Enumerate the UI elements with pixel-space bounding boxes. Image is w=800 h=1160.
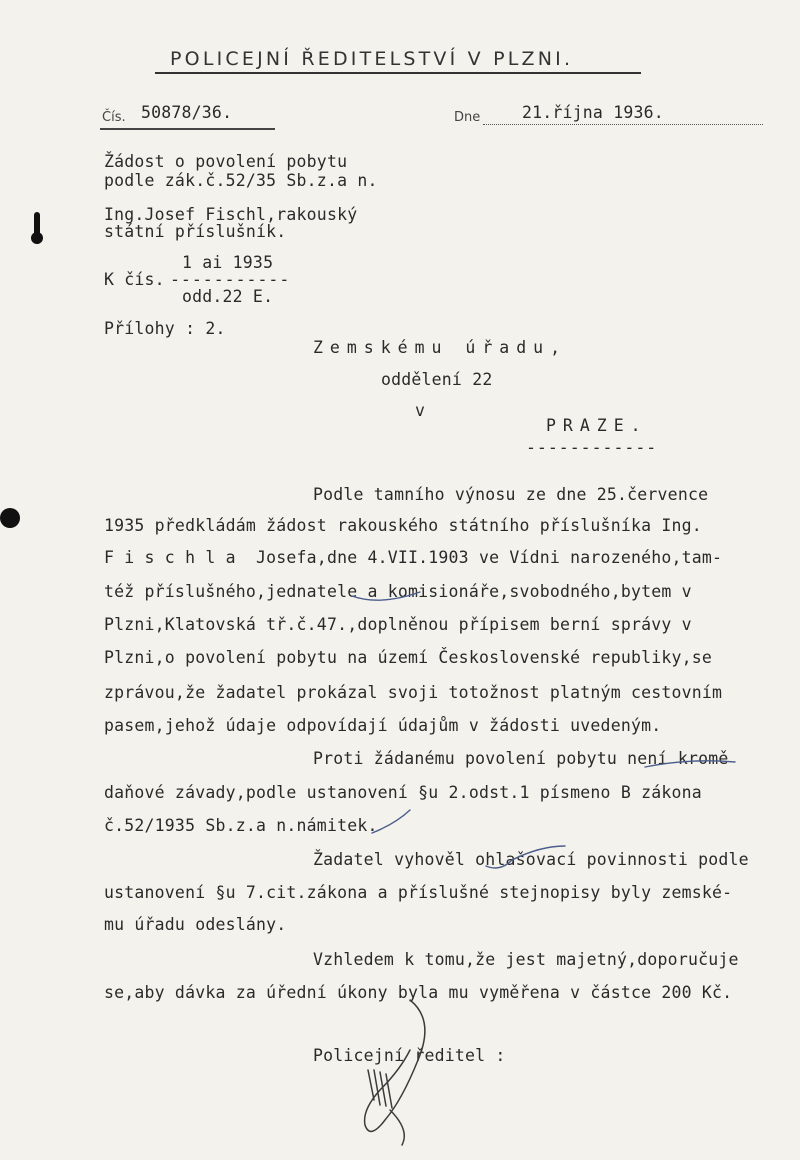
body-line: Žadatel vyhověl ohlašovací povinnosti podle: [313, 850, 749, 869]
reference-numerator: 1 ai 1935: [182, 253, 274, 272]
subject-line-4: státní příslušník.: [104, 222, 287, 241]
cis-value: 50878/36.: [141, 103, 233, 122]
body-line: Plzni,o povolení pobytu na území Československé republiky,se: [104, 648, 713, 667]
pen-mark: [352, 592, 420, 600]
body-line: daňové závady,podle ustanovení §u 2.odst.1 písmeno B zákona: [104, 783, 702, 802]
body-line: mu úřadu odeslány.: [104, 915, 287, 934]
pen-mark: [372, 810, 410, 833]
signatory-label: Policejní ředitel :: [313, 1046, 506, 1065]
addressee-city-underline: ------------: [526, 438, 658, 457]
body-line: Vzhledem k tomu,že jest majetný,doporučuje: [313, 950, 739, 969]
body-line: F i s c h l a Josefa,dne 4.VII.1903 ve Vídni narozeného,tam-: [104, 548, 723, 567]
body-line: též příslušného,jednatele a komisionáře,svobodného,bytem v: [104, 582, 692, 601]
addressee-line-2: oddělení 22: [381, 370, 493, 389]
addressee-line-3: v: [415, 401, 426, 420]
body-line: ustanovení §u 7.cit.zákona a příslušné stejnopisy byly zemské-: [104, 883, 733, 902]
subject-line-1: Žádost o povolení pobytu: [104, 152, 348, 171]
dne-label: Dne: [454, 110, 481, 125]
reference-divider: -----------: [170, 270, 291, 289]
body-line: č.52/1935 Sb.z.a n.námitek.: [104, 816, 378, 835]
subject-line-2: podle zák.č.52/35 Sb.z.a n.: [104, 171, 378, 190]
body-line: Podle tamního výnosu ze dne 25.července: [313, 485, 709, 504]
letterhead-title: POLICEJNÍ ŘEDITELSTVÍ V PLZNI.: [170, 48, 574, 70]
reference-label: K čís.: [104, 270, 165, 289]
cis-label: Čís.: [102, 110, 126, 125]
addressee-city: PRAZE.: [546, 416, 648, 435]
dne-value: 21.října 1936.: [522, 103, 664, 122]
pen-mark: [645, 761, 735, 767]
body-line: Plzni,Klatovská tř.č.47.,doplněnou přípisem berní správy v: [104, 615, 692, 634]
pen-mark: [512, 846, 565, 860]
pen-mark: [486, 860, 512, 868]
signature-scribble: [340, 990, 430, 1150]
reference-denominator: odd.22 E.: [182, 287, 274, 306]
body-line: Proti žádanému povolení pobytu není kromě: [313, 749, 729, 768]
body-line: zprávou,že žadatel prokázal svoji totožnost platným cestovním: [104, 683, 723, 702]
addressee-line-1: Zemskému úřadu,: [313, 338, 568, 357]
attachments: Přílohy : 2.: [104, 319, 226, 338]
body-line: 1935 předkládám žádost rakouského státního příslušníka Ing.: [104, 516, 702, 535]
body-line: se,aby dávka za úřední úkony byla mu vyměřena v částce 200 Kč.: [104, 983, 733, 1002]
subject-line-3: Ing.Josef Fischl,rakouský: [104, 205, 358, 224]
body-line: pasem,jehož údaje odpovídají údajům v žádosti uvedeným.: [104, 716, 662, 735]
